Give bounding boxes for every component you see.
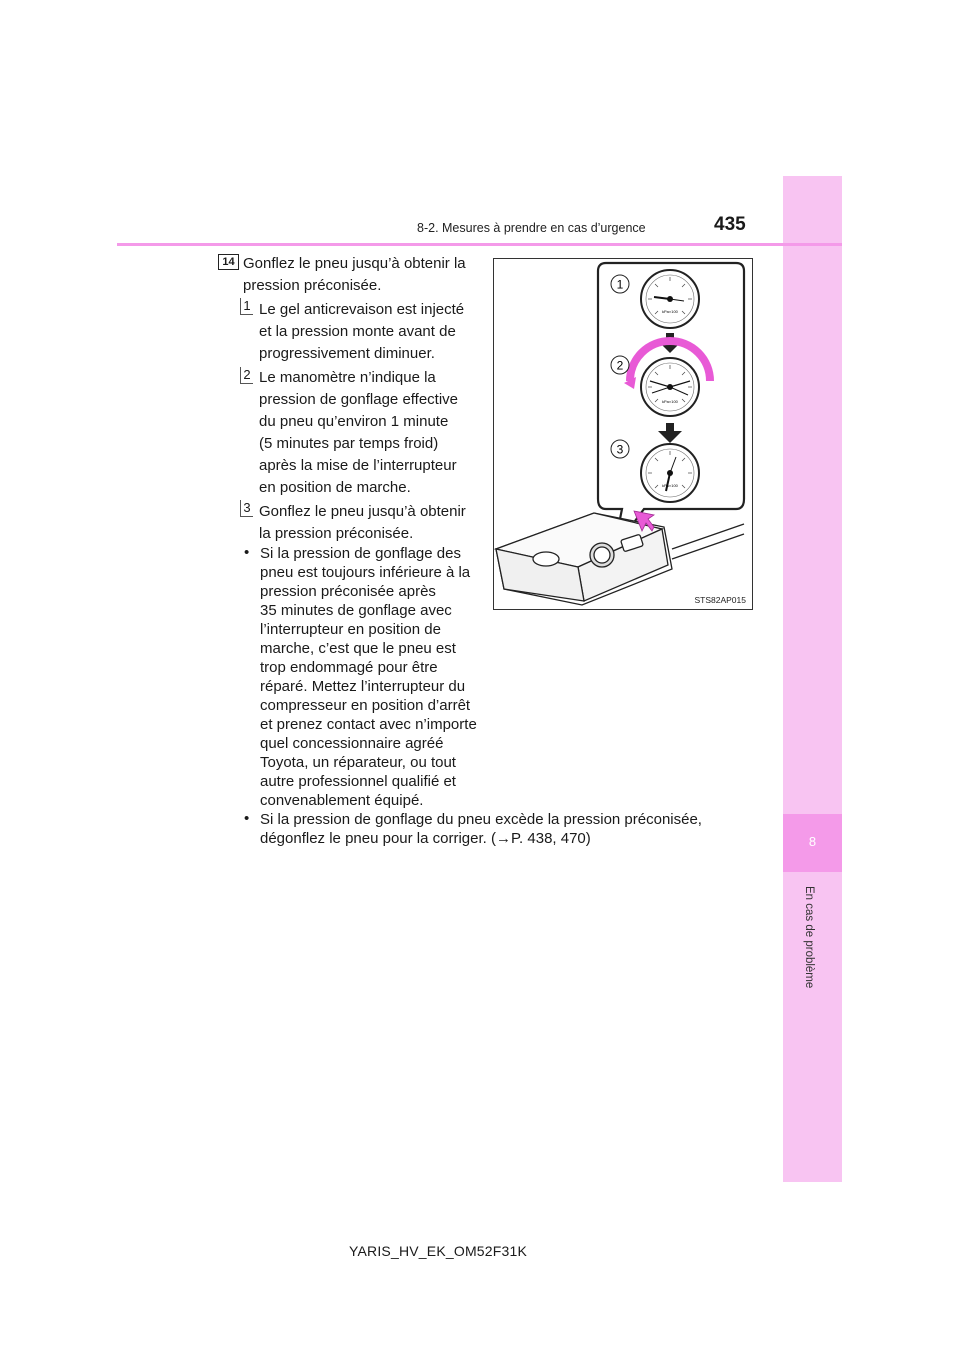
bullet-1-line: Si la pression de gonflage des [260, 545, 461, 562]
compressor-body [496, 513, 744, 605]
item-1-line1: Le gel anticrevaison est injecté [259, 301, 465, 318]
header-divider [117, 243, 842, 246]
chapter-number: 8 [808, 834, 817, 849]
bullet-1-line: 35 minutes de gonflage avec [260, 602, 452, 619]
bullet-1-line: quel concessionnaire agréé [260, 735, 444, 752]
step-intro-line2: pression préconisée. [243, 277, 382, 294]
bullet-2-line: Si la pression de gonflage du pneu excède la pression préconisée, [260, 811, 702, 828]
gauge-unit-label: kPa×100 [662, 483, 678, 488]
compressor-illustration [494, 259, 752, 609]
bullet-1-line: l’interrupteur en position de [260, 621, 441, 638]
chapter-title: En cas de problème [803, 886, 815, 989]
compressor-figure [493, 258, 753, 610]
item-2-line3: du pneu qu’environ 1 minute [259, 413, 449, 430]
item-1-line3: progressivement diminuer. [259, 345, 435, 362]
page-number: 435 [714, 214, 746, 235]
step-badge: 14 [218, 254, 239, 270]
figure-code: STS82AP015 [694, 595, 746, 605]
item-2-line5: après la mise de l’interrupteur [259, 457, 457, 474]
document-id: YARIS_HV_EK_OM52F31K [349, 1243, 528, 1259]
bullet-1-line: marche, c’est que le pneu est [260, 640, 456, 657]
bullet-1-line: réparé. Mettez l’interrupteur du [260, 678, 466, 695]
section-title: 8-2. Mesures à prendre en cas d’urgence [417, 221, 646, 235]
bullet-marker: • [244, 544, 250, 561]
item-3-line2: la pression préconisée. [259, 525, 414, 542]
bullet-1-line: trop endommagé pour être [260, 659, 438, 676]
gauge-3 [641, 444, 699, 502]
bullet-1-line: convenablement équipé. [260, 792, 424, 809]
gauge-unit-label: kPa×100 [662, 309, 678, 314]
item-1-line2: et la pression monte avant de [259, 323, 456, 340]
bullet-1-line: compresseur en position d’arrêt [260, 697, 471, 714]
item-2-line2: pression de gonflage effective [259, 391, 459, 408]
callout-number: 2 [616, 358, 624, 373]
item-number-badge: 1 [240, 298, 253, 315]
callout-number: 1 [616, 277, 624, 292]
bullet-1-line: et prenez contact avec n’importe [260, 716, 477, 733]
chapter-side-tab[interactable] [783, 176, 842, 1182]
gauge-unit-label: kPa×100 [662, 399, 678, 404]
bullet-1-line: autre professionnel qualifié et [260, 773, 456, 790]
item-2-line1: Le manomètre n’indique la [259, 369, 436, 386]
step-intro-line1: Gonflez le pneu jusqu’à obtenir la [243, 255, 466, 272]
item-2-line6: en position de marche. [259, 479, 411, 496]
callout-number: 3 [616, 442, 624, 457]
item-2-line4: (5 minutes par temps froid) [259, 435, 439, 452]
bullet-1-line: pneu est toujours inférieure à la [260, 564, 471, 581]
item-number-badge: 2 [240, 367, 253, 384]
bullet-2-line: dégonflez le pneu pour la corriger. (→P. 438, 470) [260, 830, 591, 847]
bullet-1-line: pression préconisée après [260, 583, 436, 600]
item-number-badge: 3 [240, 500, 253, 517]
bullet-1-line: Toyota, un réparateur, ou tout [260, 754, 456, 771]
bullet-marker: • [244, 810, 250, 827]
gauge-1 [641, 270, 699, 328]
item-3-line1: Gonflez le pneu jusqu’à obtenir [259, 503, 466, 520]
